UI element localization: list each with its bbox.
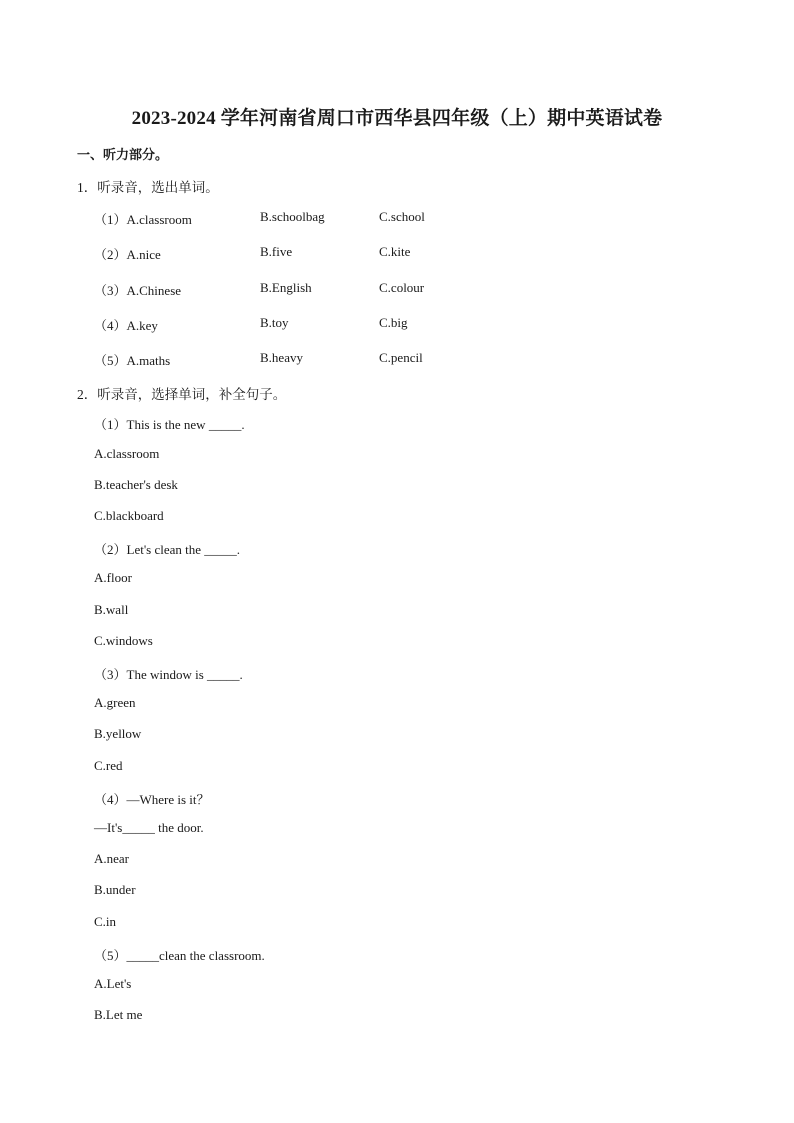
sub-question: （2）Let's clean the _____. xyxy=(94,542,241,557)
option-c: C.colour xyxy=(379,280,425,295)
option-c: C.kite xyxy=(379,244,411,259)
answer-option: A.green xyxy=(94,695,136,710)
option-c: C.school xyxy=(379,209,425,224)
q1-option-row xyxy=(94,280,594,298)
answer-option: C.in xyxy=(94,914,117,929)
option-a: （3）A.Chinese xyxy=(94,283,182,298)
answer-option: A.near xyxy=(94,851,130,866)
answer-option: C.blackboard xyxy=(94,508,164,523)
sub-question: （4）—Where is it？ xyxy=(94,792,210,807)
option-b: B.schoolbag xyxy=(260,209,325,224)
sub-question: （1）This is the new _____. xyxy=(94,417,245,432)
sub-question: （3）The window is _____. xyxy=(94,667,243,682)
question-1-stem: 1．听录音，选出单词。 xyxy=(77,180,219,195)
question-2-stem: 2．听录音，选择单词，补全句子。 xyxy=(77,387,287,402)
answer-option: B.yellow xyxy=(94,726,142,741)
q1-option-row xyxy=(94,209,594,227)
answer-option: A.classroom xyxy=(94,446,160,461)
option-a: （2）A.nice xyxy=(94,247,161,262)
option-b: B.five xyxy=(260,244,293,259)
option-b: B.heavy xyxy=(260,350,303,365)
answer-option: B.teacher's desk xyxy=(94,477,178,492)
q1-option-row xyxy=(94,315,594,333)
answer-option: B.under xyxy=(94,882,136,897)
option-c: C.big xyxy=(379,315,408,330)
answer-option: A.Let's xyxy=(94,976,132,991)
answer-option: A.floor xyxy=(94,570,132,585)
option-a: （4）A.key xyxy=(94,318,158,333)
option-a: （1）A.classroom xyxy=(94,212,192,227)
answer-option: B.wall xyxy=(94,602,129,617)
exam-title: 2023-2024 学年河南省周口市西华县四年级（上）期中英语试卷 xyxy=(131,108,663,129)
option-c: C.pencil xyxy=(379,350,423,365)
answer-option: B.Let me xyxy=(94,1007,143,1022)
q1-option-row xyxy=(94,244,594,262)
q1-option-row xyxy=(94,350,594,368)
answer-option: C.red xyxy=(94,758,123,773)
option-a: （5）A.maths xyxy=(94,353,171,368)
option-b: B.English xyxy=(260,280,312,295)
option-b: B.toy xyxy=(260,315,289,330)
answer-option: C.windows xyxy=(94,633,153,648)
section-heading: 一、听力部分。 xyxy=(77,147,169,162)
sub-question-line: —It's_____ the door. xyxy=(94,820,204,835)
sub-question: （5）_____clean the classroom. xyxy=(94,948,265,963)
